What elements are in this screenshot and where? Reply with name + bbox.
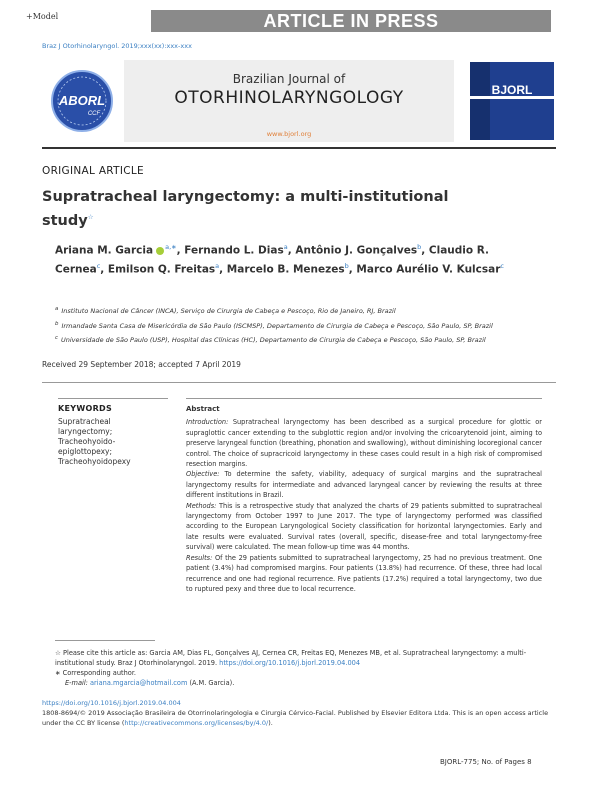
keywords-heading: KEYWORDS <box>58 404 113 413</box>
keywords-rule <box>58 398 168 399</box>
logo-subtext: CCF <box>87 111 101 117</box>
affiliation-text: Universidade de São Paulo (USP), Hospital das Clínicas (HC), Departamento de Cirurgia de Cabeça e Pescoço, São Paulo, SP, Brazil <box>60 336 486 345</box>
corresponding-text: Corresponding author. <box>62 669 137 677</box>
license-link[interactable]: http://creativecommons.org/licenses/by/4.0/ <box>124 719 269 727</box>
abstract-rule <box>186 398 542 399</box>
citation-footnote <box>55 648 545 668</box>
abstract-paragraph <box>186 501 542 553</box>
keyword-item: Supratracheal <box>58 417 111 426</box>
author-affiliation-mark[interactable]: b <box>344 261 349 270</box>
abstract-section-text: Of the 29 patients submitted to supratracheal laryngectomy, 25 had no previous treatment. One patient (3.4%) had compromised margins. Four patients (13.8%) had recurrence. Of these, three had local recurrence and one had regional recurrence. Five patients (17.2%) required a total laryngectomy, two due to ruptured pexy and three due to local recurrence. <box>186 553 542 593</box>
affiliation-mark: a <box>55 306 59 312</box>
citation-footnote-text: Please cite this article as: Garcia AM, Dias FL, Gonçalves AJ, Cernea CR, Freitas EQ, Menezes MB, et al. Supratracheal laryngectomy: a multi-institutional study. Braz J Otorhinolaryngol. 2019. <box>55 649 527 667</box>
received-accepted-dates: Received 29 September 2018; accepted 7 April 2019 <box>42 360 241 369</box>
affiliation-text: Irmandade Santa Casa de Misericórdia de São Paulo (ISCMSP), Departamento de Cirurgia de Cabeça e Pescoço, São Paulo, SP, Brazil <box>61 321 493 330</box>
author-name: Claudio R. Cernea <box>55 244 490 275</box>
abstract-section-label: Results: <box>186 553 213 562</box>
title-footnote-mark[interactable]: ☆ <box>87 213 94 221</box>
copyright-end: ). <box>268 719 273 727</box>
affiliation-item <box>55 320 545 332</box>
abstract-section-label: Objective: <box>186 470 220 479</box>
keyword-item: Tracheohyoidopexy <box>58 457 131 466</box>
orcid-icon[interactable] <box>156 247 164 255</box>
author-separator: , <box>176 244 185 257</box>
email-link[interactable]: ariana.mgarcia@hotmail.com <box>90 679 188 687</box>
page-info: BJORL-775; No. of Pages 8 <box>440 758 532 766</box>
author-name: Marcelo B. Menezes <box>226 263 345 275</box>
copyright-text: 1808-8694/© 2019 Associação Brasileira de Otorrinolaringologia e Cirurgia Cérvico-Facial. Published by Elsevier Editora Ltda. This is an open access article under the CC BY license ( <box>42 709 549 727</box>
author-affiliation-mark[interactable]: a <box>283 243 288 251</box>
keywords-list <box>58 417 158 467</box>
corresponding-mark: ∗ <box>55 669 61 677</box>
affiliation-item <box>55 305 545 317</box>
article-in-press-banner: ARTICLE IN PRESS <box>151 10 551 32</box>
abstract <box>186 404 542 594</box>
abstract-section-label: Introduction: <box>186 418 229 427</box>
author-name: Marco Aurélio V. Kulcsar <box>356 263 501 275</box>
cover-image <box>456 60 556 142</box>
article-type: ORIGINAL ARTICLE <box>42 165 144 177</box>
author-affiliation-mark[interactable]: a <box>215 261 220 270</box>
abstract-paragraph <box>186 417 542 469</box>
copyright-line <box>42 708 552 728</box>
keyword-item: laryngectomy; <box>58 427 113 436</box>
corresponding-author-footnote <box>55 668 545 678</box>
affiliation-mark: b <box>55 320 59 327</box>
author-separator: , <box>100 263 108 275</box>
affiliation-mark: c <box>55 335 58 342</box>
abstract-section-text: This is a retrospective study that analyzed the charts of 29 patients submitted to supratracheal laryngectomy from October 1997 to June 2017. The type of laryngectomy performed was classified according to the European Laryngological Society classification for horizontal laryngectomies. Early and late results were evaluated. Survival rates (overall, specific, disease-free and total laryngectomy-free survival) were calculated. The mean follow-up time was 44 months. <box>186 501 542 552</box>
footnote-rule <box>55 640 155 641</box>
model-tag: +Model <box>26 12 59 21</box>
affiliation-item <box>55 334 545 346</box>
abstract-paragraph <box>186 469 542 500</box>
author-name: Emilson Q. Freitas <box>107 263 216 275</box>
aborl-logo-icon <box>42 60 122 142</box>
logo-text: ABORL <box>58 93 106 108</box>
keywords-box <box>58 404 158 467</box>
abstract-body <box>186 417 542 594</box>
article-title-text: Supratracheal laryngectomy: a multi-institutional study <box>42 189 449 229</box>
footnotes <box>55 648 545 688</box>
author-list <box>55 240 525 277</box>
keyword-item: epiglottopexy; <box>58 447 113 456</box>
author-separator: , <box>421 244 429 257</box>
abstract-section-text: Supratracheal laryngectomy has been described as a surgical procedure for glottic or supraglottic cancer extending to the subglottic region and/or involving the cricoarytenoid joint, aiming to preserve laryngeal function (breathing, phonation and swallowing), without diminishing locoregional cancer control. The choice of supracricoid laryngectomy in these cases could result in a high risk of compromised resection margins. <box>186 418 542 469</box>
citation-doi-link[interactable]: https://doi.org/10.1016/j.bjorl.2019.04.004 <box>219 659 361 667</box>
author-affiliation-mark[interactable]: c <box>96 261 101 270</box>
header-rule <box>42 147 556 149</box>
email-label: E-mail: <box>65 679 88 687</box>
dates-rule <box>42 382 556 383</box>
email-footnote <box>55 678 545 688</box>
affiliation-text: Instituto Nacional de Câncer (INCA), Serviço de Cirurgia de Cabeça e Pescoço, Rio de Janeiro, RJ, Brazil <box>61 307 396 316</box>
journal-url-link[interactable]: www.bjorl.org <box>266 130 312 138</box>
journal-header <box>124 60 454 142</box>
author-affiliation-mark[interactable]: a,∗ <box>165 243 177 251</box>
author-separator: , <box>348 263 357 275</box>
author-affiliation-mark[interactable]: b <box>417 243 422 251</box>
affiliations <box>55 305 545 349</box>
author-affiliation-mark[interactable]: c <box>500 261 504 270</box>
journal-name: Brazilian Journal of <box>232 72 346 86</box>
author-name: Fernando L. Dias <box>184 244 284 257</box>
aborl-logo <box>42 60 122 142</box>
cover-label: BJORL <box>491 83 533 97</box>
author-separator: , <box>219 263 227 275</box>
article-title <box>42 187 482 231</box>
author-name: Ariana M. Garcia <box>55 244 154 257</box>
citation-footnote-mark: ☆ <box>55 649 61 657</box>
journal-citation-line[interactable]: Braz J Otorhinolaryngol. 2019;xxx(xx):xxx-xxx <box>42 42 192 50</box>
abstract-heading: Abstract <box>186 405 220 413</box>
journal-title: OTORHINOLARYNGOLOGY <box>174 88 404 108</box>
doi-copyright-block <box>42 698 552 728</box>
journal-cover-thumbnail <box>456 60 556 142</box>
keyword-item: Tracheohyoido- <box>58 437 116 446</box>
abstract-section-text: To determine the safety, viability, adequacy of surgical margins and the supratracheal laryngectomy results for intermediate and advanced laryngeal cancer by reviewing the results at three different institutions in Brazil. <box>186 470 542 500</box>
article-doi-link[interactable]: https://doi.org/10.1016/j.bjorl.2019.04.004 <box>42 699 181 707</box>
email-owner: (A.M. Garcia). <box>189 679 235 687</box>
author-name: Antônio J. Gonçalves <box>295 244 418 257</box>
abstract-paragraph <box>186 553 542 595</box>
author-separator: , <box>287 244 296 257</box>
abstract-section-label: Methods: <box>186 501 217 510</box>
